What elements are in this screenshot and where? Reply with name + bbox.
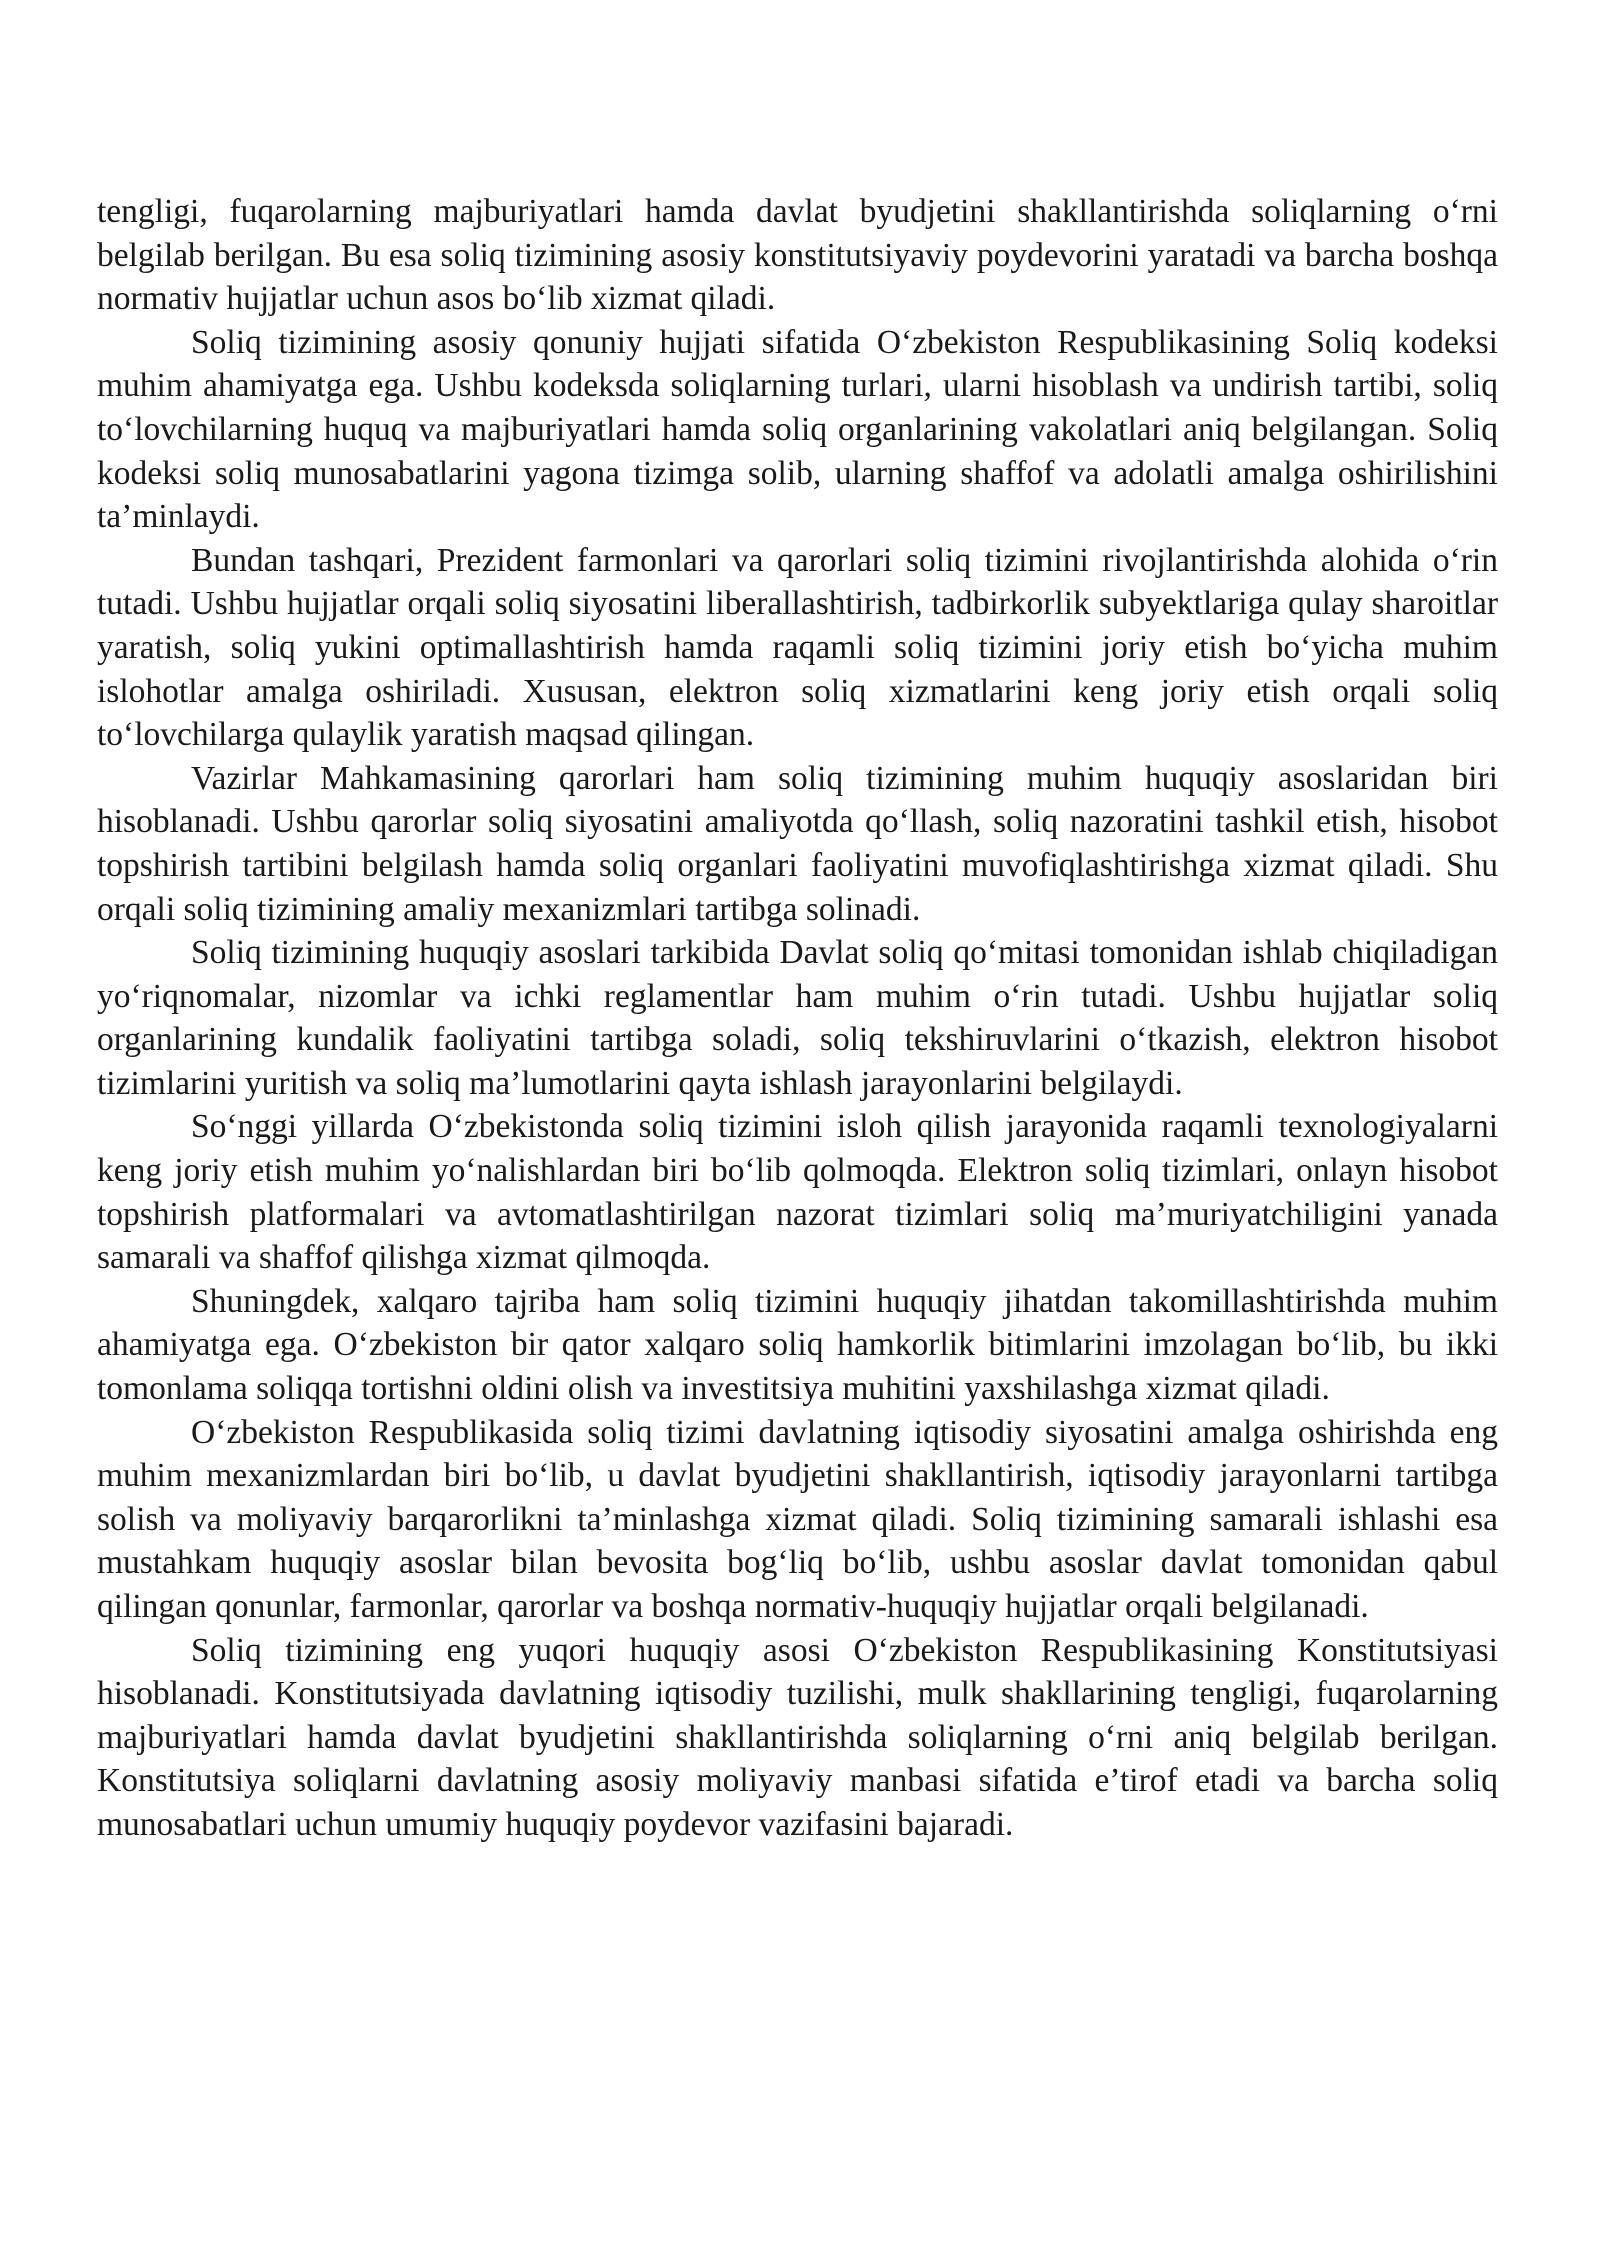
paragraph-konstitutsiya: Soliq tizimining eng yuqori huquqiy asosi O‘zbekiston Respublikasining Konstitutsiyasi hisoblanadi. Konstitutsiyada davlatning iqtisodiy tuzilishi, mulk shakllarining tengligi, fuqarolarning majburiyatlari hamda davlat byudjetini shakllantirishda soliqlarning o‘rni aniq belgilab berilgan. Konstitutsiya soliqlarni davlatning asosiy moliyaviy manbasi sifatida e’tirof etadi va barcha soliq munosabatlari uchun umumiy huquqiy poydevor vazifasini bajaradi. <box>97 1631 1498 1843</box>
paragraph-continued: tengligi, fuqarolarning majburiyatlari hamda davlat byudjetini shakllantirishda soliqlarning o‘rni belgilab berilgan. Bu esa soliq tizimining asosiy konstitutsiyaviy poydevorini yaratadi va barcha boshqa normativ hujjatlar uchun asos bo‘lib xizmat qiladi. <box>97 193 1498 318</box>
paragraph-soliq-kodeksi: Soliq tizimining asosiy qonuniy hujjati sifatida O‘zbekiston Respublikasining Soliq kodeksi muhim ahamiyatga ega. Ushbu kodeksda soliqlarning turlari, ularni hisoblash va undirish tartibi, soliq to‘lovchilarning huquq va majburiyatlari hamda soliq organlarining vakolatlari aniq belgilangan. Soliq kodeksi soliq munosabatlarini yagona tizimga solib, ularning shaffof va adolatli amalga oshirilishini ta’minlaydi. <box>97 323 1498 536</box>
paragraph-raqamli-texnologiyalar: So‘nggi yillarda O‘zbekistonda soliq tizimini isloh qilish jarayonida raqamli texnologiyalarni keng joriy etish muhim yo‘nalishlardan biri bo‘lib qolmoqda. Elektron soliq tizimlari, onlayn hisobot topshirish platformalari va avtomatlashtirilgan nazorat tizimlari soliq ma’muriyatchiligini yanada samarali va shaffof qilishga xizmat qilmoqda. <box>97 1108 1498 1277</box>
paragraph-xalqaro-tajriba: Shuningdek, xalqaro tajriba ham soliq tizimini huquqiy jihatdan takomillashtirishda muhim ahamiyatga ega. O‘zbekiston bir qator xalqaro soliq hamkorlik bitimlarini imzolagan bo‘lib, bu ikki tomonlama soliqqa tortishni oldini olish va investitsiya muhitini yaxshilashga xizmat qiladi. <box>97 1282 1498 1408</box>
paragraph-vazirlar-mahkamasi: Vazirlar Mahkamasining qarorlari ham soliq tizimining muhim huquqiy asoslaridan biri hisoblanadi. Ushbu qarorlar soliq siyosatini amaliyotda qo‘llash, soliq nazoratini tashkil etish, hisobot topshirish tartibini belgilash hamda soliq organlari faoliyatini muvofiqlashtirishga xizmat qiladi. Shu orqali soliq tizimining amaliy mexanizmlari tartibga solinadi. <box>97 759 1498 928</box>
paragraph-prezident-farmonlari: Bundan tashqari, Prezident farmonlari va qarorlari soliq tizimini rivojlantirishda alohida o‘rin tutadi. Ushbu hujjatlar orqali soliq siyosatini liberallashtirish, tadbirkorlik subyektlariga qulay sharoitlar yaratish, soliq yukini optimallashtirish hamda raqamli soliq tizimini joriy etish bo‘yicha muhim islohotlar amalga oshiriladi. Xususan, elektron soliq xizmatlarini keng joriy etish orqali soliq to‘lovchilarga qulaylik yaratish maqsad qilingan. <box>97 541 1498 754</box>
document-page <box>97 190 1498 1847</box>
paragraph-davlat-soliq-qomitasi: Soliq tizimining huquqiy asoslari tarkibida Davlat soliq qo‘mitasi tomonidan ishlab chiqiladigan yo‘riqnomalar, nizomlar va ichki reglamentlar ham muhim o‘rin tutadi. Ushbu hujjatlar soliq organlarining kundalik faoliyatini tartibga soladi, soliq tekshiruvlarini o‘tkazish, elektron hisobot tizimlarini yuritish va soliq ma’lumotlarini qayta ishlash jarayonlarini belgilaydi. <box>97 934 1498 1102</box>
paragraph-soliq-tizimi-umumiy: O‘zbekiston Respublikasida soliq tizimi davlatning iqtisodiy siyosatini amalga oshirishda eng muhim mexanizmlardan biri bo‘lib, u davlat byudjetini shakllantirish, iqtisodiy jarayonlarni tartibga solish va moliyaviy barqarorlikni ta’minlashga xizmat qiladi. Soliq tizimining samarali ishlashi esa mustahkam huquqiy asoslar bilan bevosita bog‘liq bo‘lib, ushbu asoslar davlat tomonidan qabul qilingan qonunlar, farmonlar, qarorlar va boshqa normativ-huquqiy hujjatlar orqali belgilanadi. <box>97 1413 1498 1625</box>
